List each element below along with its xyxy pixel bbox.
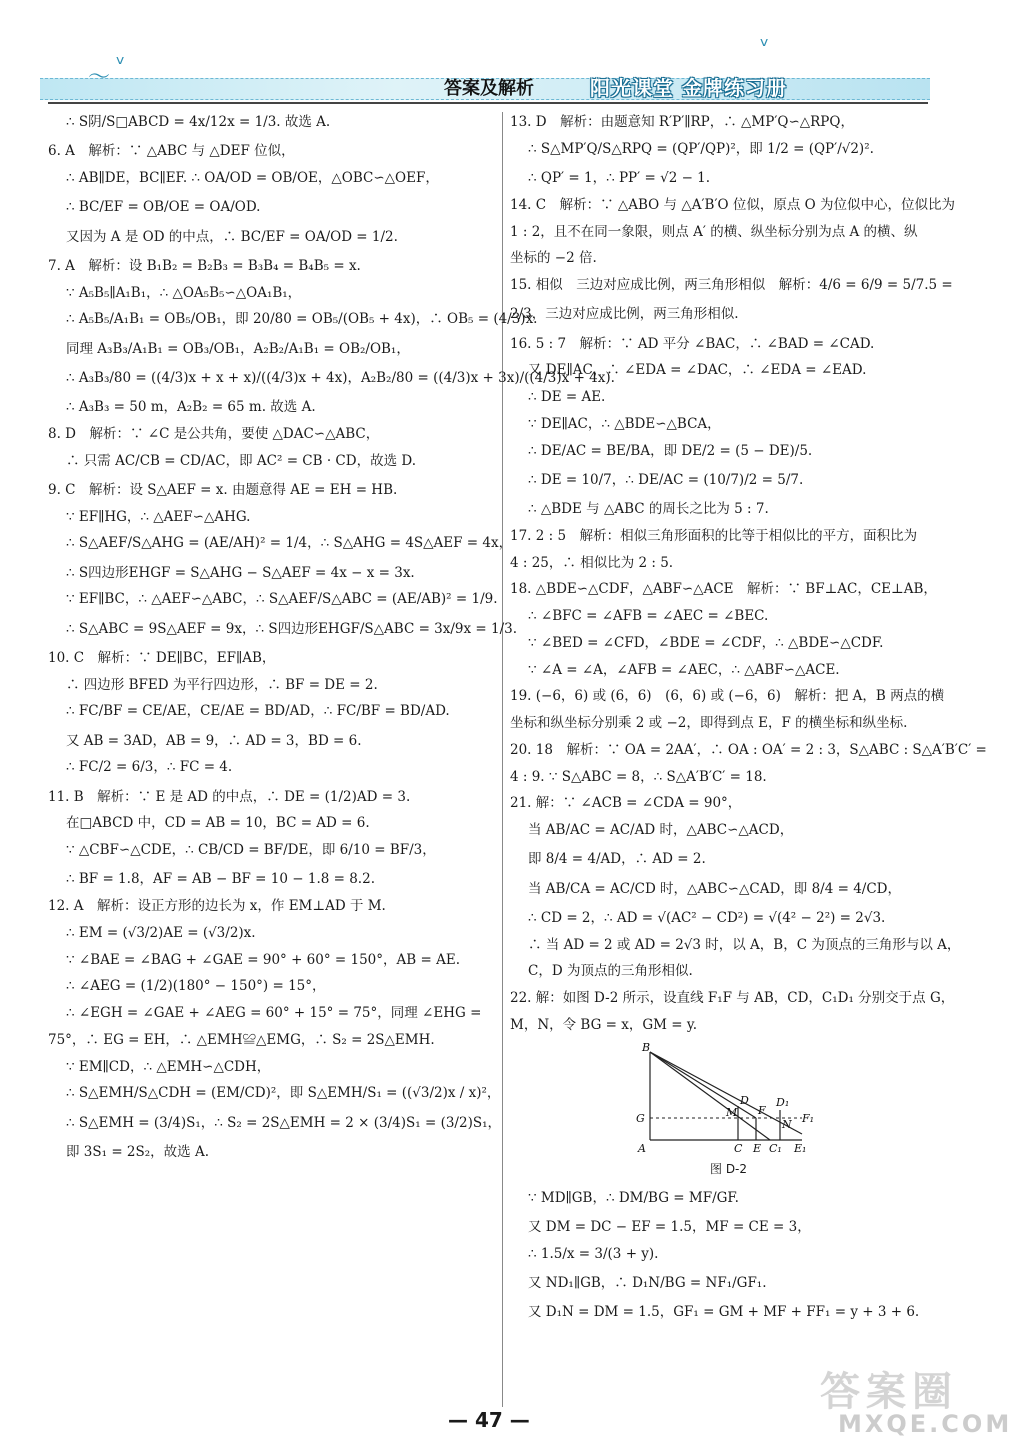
figure-label: E₁ (794, 1141, 807, 1155)
figure-label: A (638, 1141, 646, 1155)
answer-line: ∵ ∠A = ∠A，∠AFB = ∠AEC，∴ △ABF∽△ACE. (528, 661, 840, 678)
figure-label: M (726, 1105, 738, 1119)
answer-line: ∴ A₅B₅/A₁B₁ = OB₅/OB₁，即 20/80 = OB₅/(OB₅ + 4x)，∴ OB₅ = (4/3)x. (66, 311, 538, 328)
answer-line: 4 : 9. ∵ S△ABC = 8，∴ S△A′B′C′ = 18. (510, 768, 767, 785)
answer-line: ∵ A₅B₅∥A₁B₁，∴ △OA₅B₅∽△OA₁B₁， (66, 284, 302, 301)
answer-line: M，N，令 BG = x，GM = y. (510, 1016, 698, 1033)
header-brand: 阳光课堂 金牌练习册 (590, 76, 787, 100)
figure-label: F₁ (802, 1111, 815, 1125)
figure-label: F (758, 1103, 766, 1117)
answer-line: ∴ S△ABC = 9S△AEF = 9x，∴ S四边形EHGF/S△ABC = 3x/9x = 1/3. (66, 620, 518, 637)
answer-line: 13. D 解析：由题意知 R′P′∥RP，∴ △MP′Q∽△RPQ， (510, 114, 854, 130)
answer-line: 又 DE∥AC，∴ ∠EDA = ∠DAC，∴ ∠EDA = ∠EAD. (528, 362, 867, 379)
answer-line: 12. A 解析：设正方形的边长为 x，作 EM⊥AD 于 M. (48, 898, 386, 914)
watermark (820, 1360, 1012, 1449)
figure-label: C (734, 1141, 743, 1155)
figure-d2-diagram (630, 1040, 815, 1158)
answer-line: ∴ S四边形EHGF = S△AHG − S△AEF = 4x − x = 3x. (66, 564, 415, 581)
answer-line: ∴ S△EMH/S△CDH = (EM/CD)²，即 S△EMH/S₁ = ((√3/2)x / x)²， (66, 1085, 501, 1102)
answer-line: 16. 5 : 7 解析：∵ AD 平分 ∠BAC，∴ ∠BAD = ∠CAD. (510, 335, 875, 352)
watermark-logo: 答案圈 (820, 1369, 958, 1415)
answer-line: 21. 解：∵ ∠ACB = ∠CDA = 90°， (510, 795, 742, 812)
answer-line: ∴ 四边形 BFED 为平行四边形，∴ BF = DE = 2. (66, 676, 378, 693)
answer-line: 即 8/4 = 4/AD，∴ AD = 2. (528, 851, 706, 868)
answer-line: ∴ FC/BF = CE/AE，CE/AE = BD/AD，∴ FC/BF = BD/AD. (66, 703, 450, 720)
column-divider (502, 112, 503, 1407)
answer-line: 18. △BDE∽△CDF，△ABF∽△ACE 解析：∵ BF⊥AC，CE⊥AB， (510, 581, 937, 598)
answer-line: 坐标的 −2 倍. (510, 250, 597, 267)
answer-line: 8. D 解析：∵ ∠C 是公共角，要使 △DAC∽△ABC， (48, 425, 380, 442)
answer-line: 4 : 25，∴ 相似比为 2 : 5. (510, 554, 674, 571)
answer-line: 当 AB/AC = AC/AD 时，△ABC∽△ACD， (528, 822, 794, 838)
answer-line: ∴ FC/2 = 6/3，∴ FC = 4. (66, 759, 233, 776)
answer-line: 当 AB/CA = AC/CD 时，△ABC∽△CAD，即 8/4 = 4/CD， (528, 880, 901, 897)
answer-line: 又 DM = DC − EF = 1.5，MF = CE = 3， (528, 1218, 811, 1235)
answer-line: ∵ ∠BED = ∠CFD，∠BDE = ∠CDF，∴ △BDE∽△CDF. (528, 634, 884, 651)
answer-line: ∴ CD = 2，∴ AD = √(AC² − CD²) = √(4² − 2²) = 2√3. (528, 909, 886, 926)
answer-line: 在□ABCD 中，CD = AB = 10，BC = AD = 6. (66, 815, 370, 832)
answer-line: 又因为 A 是 OD 的中点，∴ BC/EF = OA/OD = 1/2. (66, 228, 398, 245)
page-number: — 47 — (448, 1408, 530, 1432)
answer-line: ∴ ∠EGH = ∠GAE + ∠AEG = 60° + 15° = 75°，同理 ∠EHG = (66, 1005, 482, 1021)
answer-line: 17. 2 : 5 解析：相似三角形面积的比等于相似比的平方，面积比为 (510, 527, 918, 544)
answer-line: ∴ 当 AD = 2 或 AD = 2√3 时，以 A，B，C 为顶点的三角形与以 A， (528, 936, 961, 953)
answer-line: ∴ 只需 AC/CB = CD/AC，即 AC² = CB · CD，故选 D. (66, 452, 417, 469)
answer-line: ∴ △BDE 与 △ABC 的周长之比为 5 : 7. (528, 501, 769, 517)
answer-line: 即 3S₁ = 2S₂，故选 A. (66, 1143, 210, 1160)
answer-line: 6. A 解析：∵ △ABC 与 △DEF 位似， (48, 143, 295, 160)
answer-line: 14. C 解析：∵ △ABO 与 △A′B′O 位似，原点 O 为位似中心，位似比为 (510, 196, 956, 213)
figure-label: B (642, 1040, 651, 1054)
header-rule (48, 102, 928, 104)
answer-line: 22. 解：如图 D-2 所示，设直线 F₁F 与 AB，CD，C₁D₁ 分别交于点 G， (510, 990, 955, 1006)
figure-label: E (753, 1141, 762, 1155)
figure-caption: 图 D-2 (710, 1161, 748, 1176)
answer-line: ∴ ∠AEG = (1/2)(180° − 150°) = 15°， (66, 978, 326, 995)
watermark-url: MXQE.COM (838, 1410, 1012, 1438)
answer-line: ∴ S阴/S□ABCD = 4x/12x = 1/3. 故选 A. (66, 114, 331, 130)
answer-line: 20. 18 解析：∵ OA = 2AA′，∴ OA : OA′ = 2 : 3，S△ABC : S△A′B′C′ = (510, 741, 987, 758)
answer-line: ∴ QP′ = 1，∴ PP′ = √2 − 1. (528, 170, 711, 186)
answer-line: ∵ EM∥CD，∴ △EMH∽△CDH， (66, 1058, 271, 1075)
answer-line: ∵ EF∥BC，∴ △AEF∽△ABC，∴ S△AEF/S△ABC = (AE/AB)² = 1/9. (66, 591, 498, 608)
figure-label: D₁ (776, 1095, 790, 1109)
answer-line: ∴ S△EMH = (3/4)S₁，∴ S₂ = 2S△EMH = 2 × (3/4)S₁ = (3/2)S₁， (66, 1114, 501, 1131)
answer-line: 19. (−6，6) 或 (6，6) (6，6) 或 (−6，6) 解析：把 A，B 两点的横 (510, 688, 945, 705)
bird-icon: ᵛ (760, 34, 770, 59)
right-column (510, 112, 987, 1329)
answer-line: ∴ ∠BFC = ∠AFB = ∠AEC = ∠BEC. (528, 608, 769, 624)
answer-line: 11. B 解析：∵ E 是 AD 的中点，∴ DE = (1/2)AD = 3. (48, 788, 411, 805)
answer-line: ∴ S△MP′Q/S△RPQ = (QP′/QP)²，即 1/2 = (QP′/√2)². (528, 140, 874, 157)
answer-line: 1 : 2，且不在同一象限，则点 A′ 的横、纵坐标分别为点 A 的横、纵 (510, 223, 918, 240)
answer-line: ∴ BF = 1.8，AF = AB − BF = 10 − 1.8 = 8.2. (66, 871, 375, 888)
answer-line: 7. A 解析：设 B₁B₂ = B₂B₃ = B₃B₄ = B₄B₅ = x. (48, 257, 361, 274)
answer-line: 又 AB = 3AD，AB = 9，∴ AD = 3，BD = 6. (66, 732, 362, 749)
answer-line: 15. 相似 三边对应成比例，两三角形相似 解析：4/6 = 6/9 = 5/7.5 = (510, 277, 953, 293)
bird-icon: ᵛ (116, 52, 126, 77)
page-header (0, 0, 1000, 112)
answer-line: ∵ DE∥AC，∴ △BDE∽△BCA， (528, 415, 721, 432)
figure-label: D (740, 1093, 749, 1107)
answer-line: ∴ A₃B₃ = 50 m，A₂B₂ = 65 m. 故选 A. (66, 399, 316, 415)
answer-line: ∴ AB∥DE，BC∥EF. ∴ OA/OD = OB/OE，△OBC∽△OEF， (66, 170, 439, 186)
answer-line: 同理 A₃B₃/A₁B₁ = OB₃/OB₁，A₂B₂/A₁B₁ = OB₂/OB₁， (66, 340, 410, 357)
answer-line: ∵ ∠BAE = ∠BAG + ∠GAE = 90° + 60° = 150°，AB = AE. (66, 951, 460, 968)
figure-label: C₁ (769, 1141, 782, 1155)
bird-icon: 〜 (88, 65, 111, 90)
answer-line: 2/3，三边对应成比例，两三角形相似. (510, 306, 739, 323)
answer-line: 75°，∴ EG = EH，∴ △EMH≌△EMG，∴ S₂ = 2S△EMH. (48, 1031, 435, 1048)
answer-line: ∴ DE = 10/7，∴ DE/AC = (10/7)/2 = 5/7. (528, 471, 804, 488)
header-title: 答案及解析 (444, 78, 534, 99)
answer-line: ∵ △CBF∽△CDE，∴ CB/CD = BF/DE，即 6/10 = BF/3， (66, 842, 436, 858)
answer-line: 坐标和纵坐标分别乘 2 或 −2，即得到点 E，F 的横坐标和纵坐标. (510, 715, 908, 731)
answer-line: 10. C 解析：∵ DE∥BC，EF∥AB， (48, 649, 276, 666)
figure-label: N (782, 1117, 792, 1131)
answer-line: ∴ EM = (√3/2)AE = (√3/2)x. (66, 924, 256, 941)
answer-line: ∴ S△AEF/S△AHG = (AE/AH)² = 1/4，∴ S△AHG = 4S△AEF = 4x， (66, 535, 513, 552)
answer-line: ∵ MD∥GB，∴ DM/BG = MF/GF. (528, 1189, 739, 1206)
answer-line: ∴ A₃B₃/80 = ((4/3)x + x + x)/((4/3)x + 4x)，A₂B₂/80 = ((4/3)x + 3x)/((4/3)x + 4x). (66, 369, 615, 386)
answer-line: ∵ EF∥HG，∴ △AEF∽△AHG. (66, 508, 251, 525)
answer-line: ∴ DE = AE. (528, 389, 606, 405)
answer-line: 9. C 解析：设 S△AEF = x. 由题意得 AE = EH = HB. (48, 481, 398, 498)
answer-line: ∴ DE/AC = BE/BA，即 DE/2 = (5 − DE)/5. (528, 442, 813, 459)
answer-line: 又 D₁N = DM = 1.5，GF₁ = GM + MF + FF₁ = y + 3 + 6. (528, 1304, 920, 1320)
answer-line: 又 ND₁∥GB，∴ D₁N/BG = NF₁/GF₁. (528, 1274, 767, 1291)
answer-line: ∴ 1.5/x = 3/(3 + y). (528, 1245, 659, 1262)
answer-line: C，D 为顶点的三角形相似. (528, 963, 693, 980)
figure-d2 (510, 1042, 935, 1182)
answer-line: ∴ BC/EF = OB/OE = OA/OD. (66, 199, 261, 216)
figure-label: G (636, 1111, 645, 1125)
